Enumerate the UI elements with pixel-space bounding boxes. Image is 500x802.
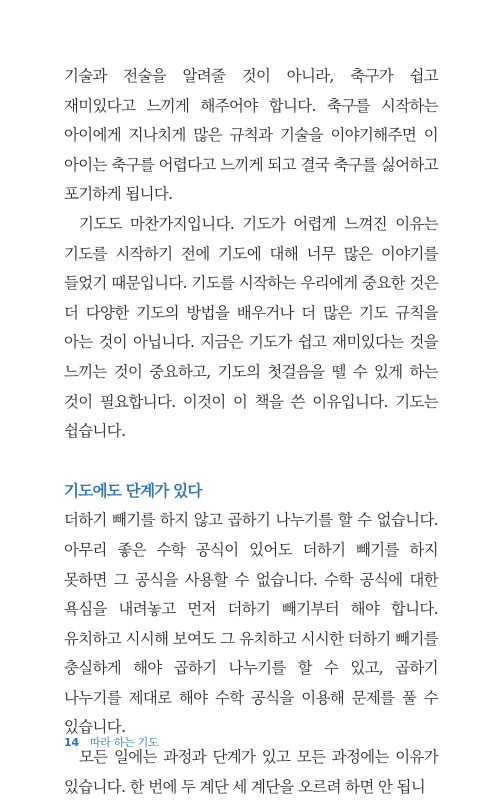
section-gap [64, 447, 438, 477]
running-title: 따라 하는 기도 [89, 736, 159, 749]
page-footer [64, 734, 158, 750]
body-paragraph-1: 기술과 전술을 알려줄 것이 아니라, 축구가 쉽고 재미있다고 느끼게 해주어야 합니다. 축구를 시작하는 아이에게 지나치게 많은 규칙과 기술을 이야기해주면 이 아이는 축구를 어렵다고 느끼게 되고 결국 축구를 싫어하고 포기하게 됩니다. [64, 67, 438, 204]
page-number: 14 [64, 736, 79, 749]
body-paragraph-4: 모든 일에는 과정과 단계가 있고 모든 과정에는 이유가 있습니다. 한 번에 두 계단 세 계단을 오르려 하면 안 됩니 [64, 748, 438, 796]
page-body [64, 62, 438, 802]
body-paragraph-2: 기도도 마찬가지입니다. 기도가 어렵게 느껴진 이유는 기도를 시작하기 전에 기도에 대해 너무 많은 이야기를 들었기 때문입니다. 기도를 시작하는 우리에게 중요한 것은 더 다양한 기도의 방법을 배우거나 더 많은 기도 규칙을 아는 것이 아닙니다. 지금은 기도가 쉽고 재미있다는 것을 느끼는 것이 중요하고, 기도의 첫걸음을 뗄 수 있게 하는 것이 필요합니다. 이것이 이 책을 쓴 이유입니다. 기도는 쉽습니다. [64, 214, 438, 441]
body-paragraph-3: 더하기 빼기를 하지 않고 곱하기 나누기를 할 수 없습니다. 아무리 좋은 수학 공식이 있어도 더하기 빼기를 하지 못하면 그 공식을 사용할 수 없습니다. 수학 공식에 대한 욕심을 내려놓고 먼저 더하기 빼기부터 해야 합니다. 유치하고 시시해 보여도 그 유치하고 시시한 더하기 빼기를 충실하게 해야 곱하기 나누기를 할 수 있고, 곱하기 나누기를 제대로 해야 수학 공식을 이용해 문제를 풀 수 있습니다. [64, 511, 438, 737]
section-heading: 기도에도 단계가 있다 [64, 481, 202, 500]
